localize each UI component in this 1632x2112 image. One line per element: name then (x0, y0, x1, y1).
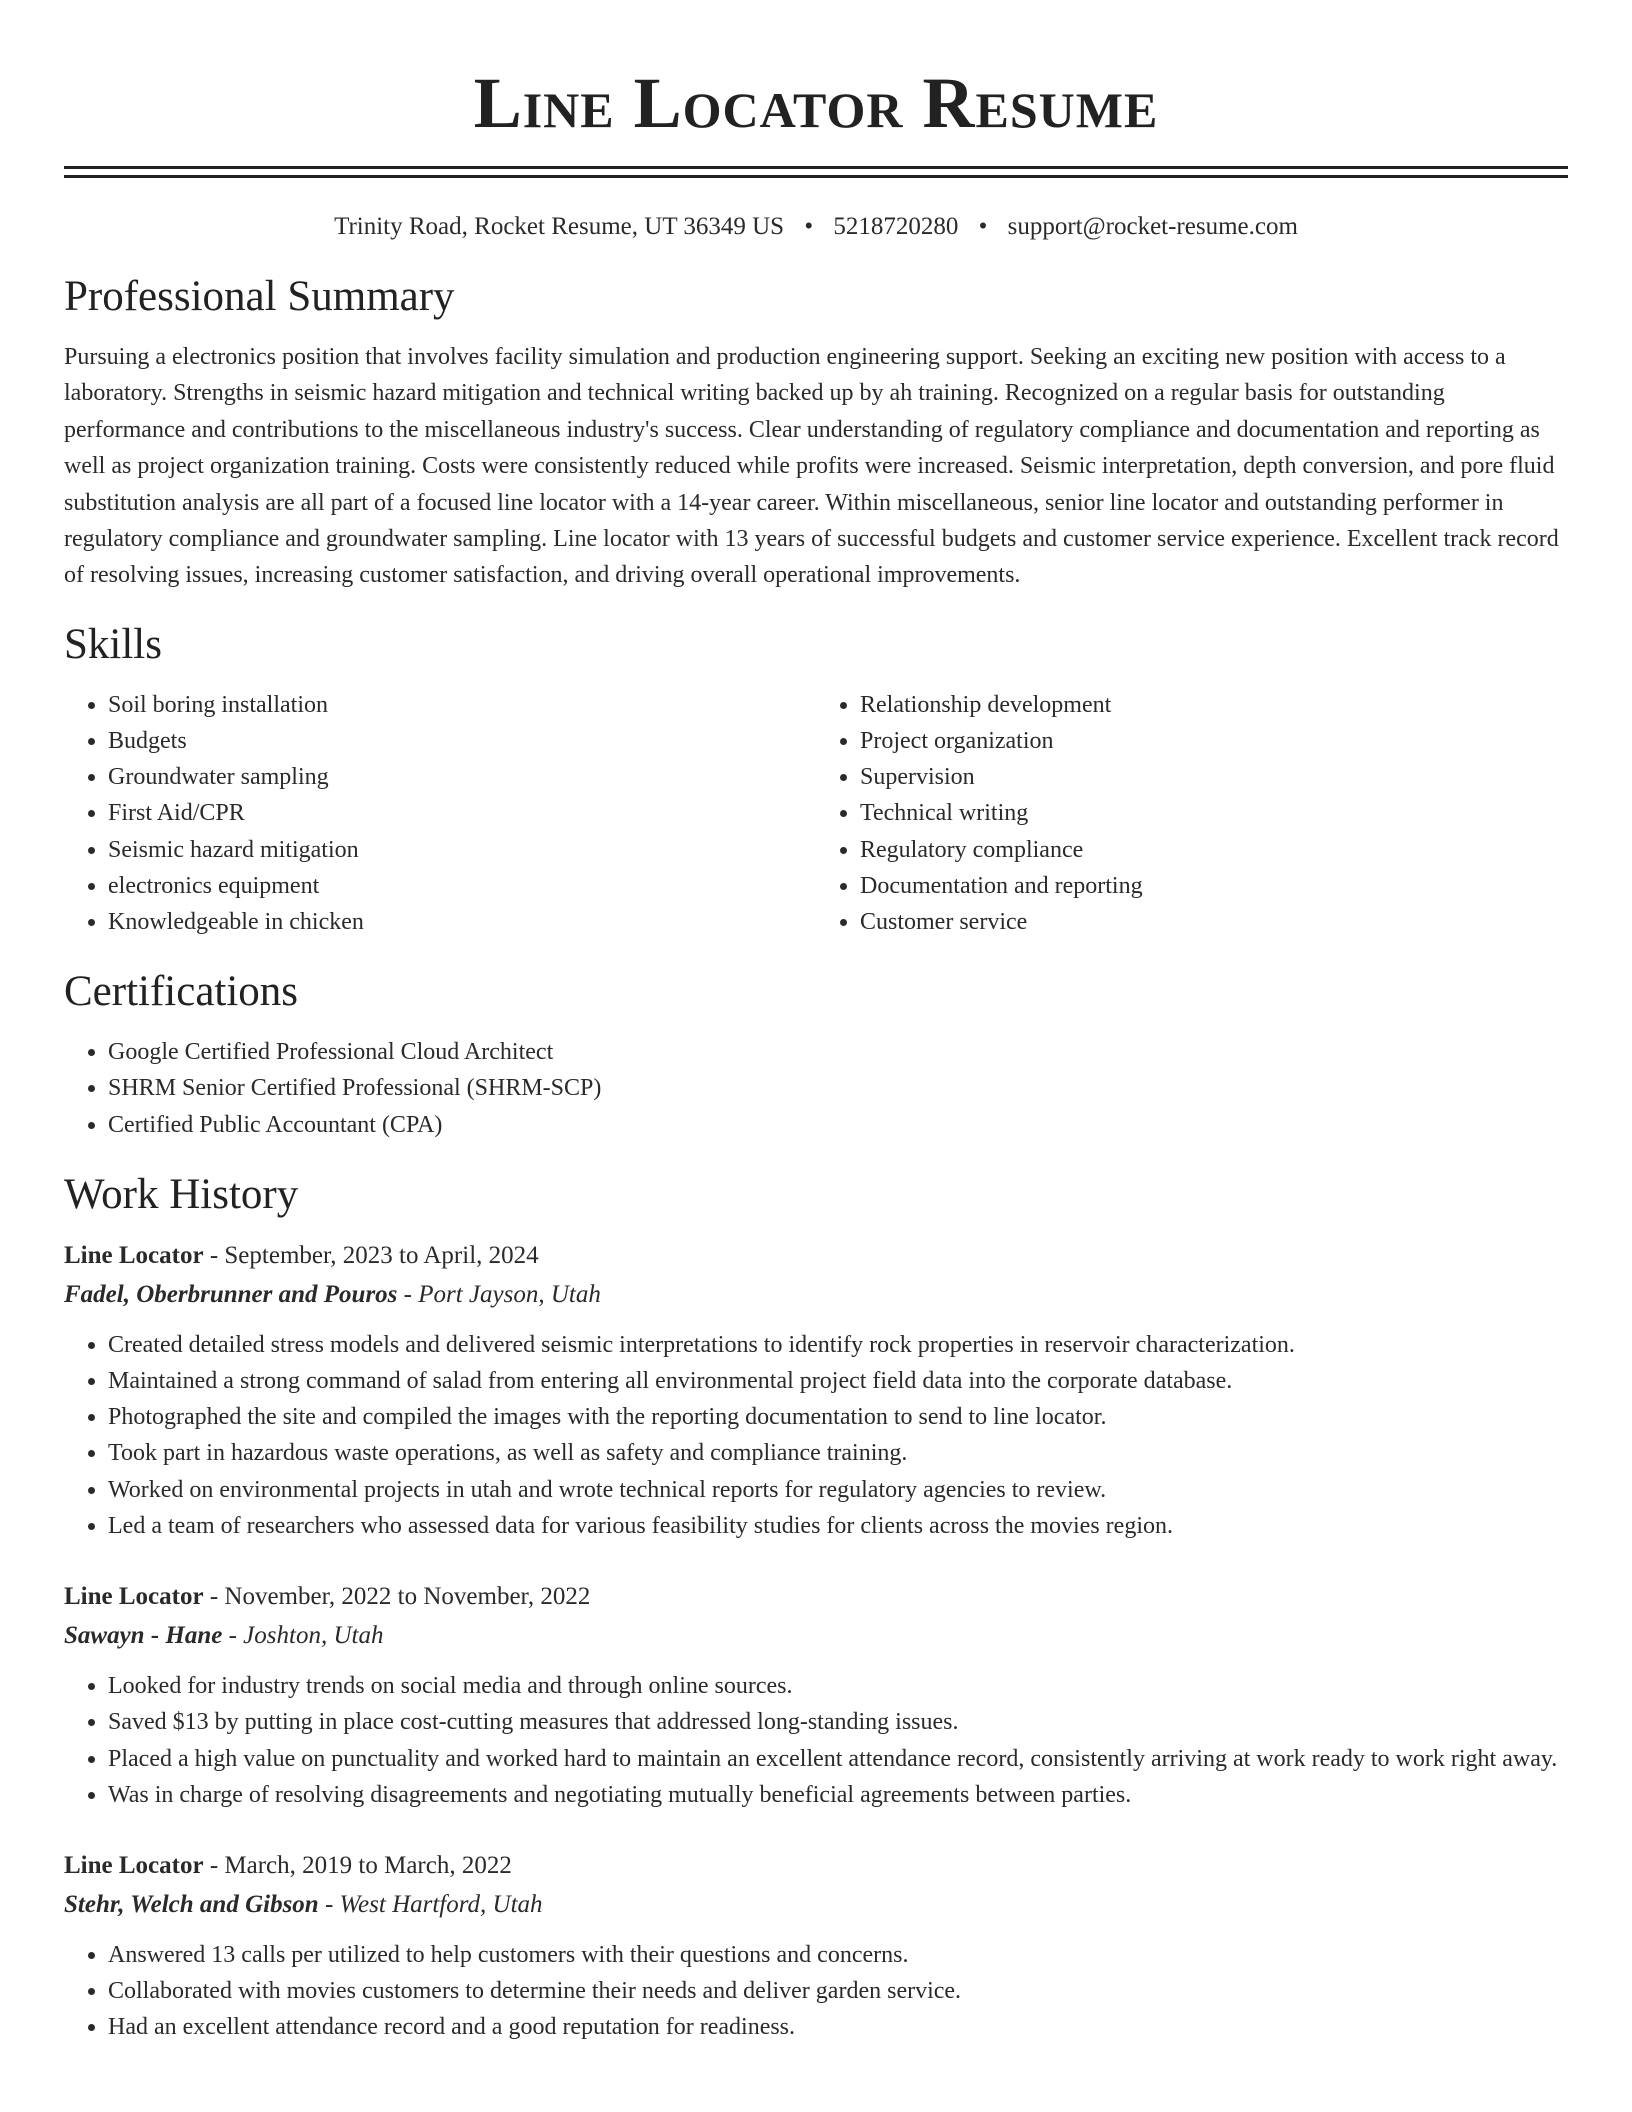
certification-item: • Certified Public Accountant (CPA) (108, 1107, 1568, 1143)
job-bullet: • Saved $13 by putting in place cost-cutting measures that addressed long-standing issues. (108, 1704, 1568, 1740)
skill-item: • First Aid/CPR (108, 795, 816, 831)
job-dates: - March, 2019 to March, 2022 (203, 1851, 512, 1879)
job-bullet: • Looked for industry trends on social media and through online sources. (108, 1668, 1568, 1704)
skill-item: • Customer service (860, 904, 1568, 940)
certification-item: • SHRM Senior Certified Professional (SHRM-SCP) (108, 1070, 1568, 1106)
job-dates: - September, 2023 to April, 2024 (203, 1241, 539, 1269)
skill-item: • Technical writing (860, 795, 1568, 831)
title-divider-top (64, 166, 1568, 169)
skill-item: • Soil boring installation (108, 687, 816, 723)
job-location: - Joshton, Utah (222, 1622, 384, 1650)
job-company-line (64, 1275, 1568, 1315)
job-bullets (64, 1327, 1568, 1544)
job-title-line (64, 1847, 1568, 1885)
job-bullet: • Photographed the site and compiled the images with the reporting documentation to send to line locator. (108, 1399, 1568, 1435)
job-dates: - November, 2022 to November, 2022 (203, 1583, 591, 1611)
contact-separator: • (804, 213, 814, 240)
job-bullets (64, 1937, 1568, 2046)
contact-phone: 5218720280 (833, 213, 959, 240)
skill-item: • Relationship development (860, 687, 1568, 723)
job-company: Stehr, Welch and Gibson (64, 1890, 319, 1918)
contact-address: Trinity Road, Rocket Resume, UT 36349 US (334, 213, 785, 240)
job-company-line (64, 1616, 1568, 1656)
skill-item: • Project organization (860, 723, 1568, 759)
title-divider-bottom (64, 175, 1568, 178)
skill-item: • electronics equipment (108, 868, 816, 904)
job-company-line (64, 1885, 1568, 1925)
job-bullet: • Created detailed stress models and delivered seismic interpretations to identify rock properties in reservoir characterization. (108, 1327, 1568, 1363)
job-location: - West Hartford, Utah (318, 1890, 543, 1918)
summary-heading: Professional Summary (64, 273, 455, 320)
skills-section (64, 619, 1568, 940)
job-entry (64, 1578, 1568, 1813)
work-history-section (64, 1169, 1568, 2046)
job-bullet: • Placed a high value on punctuality and worked hard to maintain an excellent attendance record, consistently arriving at work ready to work right away. (108, 1741, 1568, 1777)
skills-columns (64, 687, 1568, 940)
job-title-line (64, 1237, 1568, 1275)
contact-email: support@rocket-resume.com (1007, 213, 1298, 240)
job-entry (64, 1847, 1568, 2046)
job-company: Fadel, Oberbrunner and Pouros (64, 1280, 398, 1308)
job-title: Line Locator (64, 1241, 204, 1269)
job-entry (64, 1237, 1568, 1544)
job-company: Sawayn - Hane (64, 1622, 223, 1650)
skill-item: • Groundwater sampling (108, 759, 816, 795)
summary-section (64, 271, 1568, 594)
skill-item: • Documentation and reporting (860, 868, 1568, 904)
summary-text: Pursuing a electronics position that involves facility simulation and production engineering support. Seeking an exciting new position with access to a laboratory. Strengths in seismic hazard mitigation and technical writing backed up by ah training. Recognized on a regular basis for outstanding performance and contributions to the miscellaneous industry's success. Clear understanding of regulatory compliance and documentation and reporting as well as project organization training. Costs were consistently reduced while profits were increased. Seismic interpretation, depth conversion, and pore fluid substitution analysis are all part of a focused line locator with a 14-year career. Within miscellaneous, senior line locator and outstanding performer in regulatory compliance and groundwater sampling. Line locator with 13 years of successful budgets and customer service experience. Excellent track record of resolving issues, increasing customer satisfaction, and driving overall operational improvements. (64, 344, 1559, 589)
job-title-line (64, 1578, 1568, 1616)
contact-separator: • (978, 213, 988, 240)
job-bullet: • Was in charge of resolving disagreements and negotiating mutually beneficial agreements between parties. (108, 1777, 1568, 1813)
job-bullet: • Took part in hazardous waste operations, as well as safety and compliance training. (108, 1435, 1568, 1471)
job-bullets (64, 1668, 1568, 1813)
skill-item: • Supervision (860, 759, 1568, 795)
job-bullet: • Answered 13 calls per utilized to help customers with their questions and concerns. (108, 1937, 1568, 1973)
skill-item: • Seismic hazard mitigation (108, 832, 816, 868)
job-location: - Port Jayson, Utah (397, 1280, 601, 1308)
certifications-heading: Certifications (64, 968, 299, 1016)
skills-heading: Skills (64, 620, 162, 668)
job-bullet: • Maintained a strong command of salad from entering all environmental project field data into the corporate database. (108, 1363, 1568, 1399)
skill-item: • Regulatory compliance (860, 832, 1568, 868)
certification-item: • Google Certified Professional Cloud Architect (108, 1034, 1568, 1070)
certifications-list (64, 1034, 1568, 1143)
job-title: Line Locator (64, 1851, 204, 1879)
skills-list-left (64, 687, 816, 940)
contact-line (64, 211, 1568, 243)
resume-title: Line Locator Resume (473, 63, 1159, 143)
skill-item: • Knowledgeable in chicken (108, 904, 816, 940)
certifications-section (64, 966, 1568, 1143)
job-bullet: • Collaborated with movies customers to determine their needs and deliver garden service. (108, 1973, 1568, 2009)
job-bullet: • Worked on environmental projects in utah and wrote technical reports for regulatory agencies to review. (108, 1472, 1568, 1508)
skill-item: • Budgets (108, 723, 816, 759)
job-bullet: • Led a team of researchers who assessed data for various feasibility studies for clients across the movies region. (108, 1508, 1568, 1544)
job-title: Line Locator (64, 1583, 204, 1611)
resume-page (64, 0, 1568, 2046)
job-bullet: • Had an excellent attendance record and a good reputation for readiness. (108, 2009, 1568, 2045)
work-history-heading: Work History (64, 1170, 299, 1218)
skills-list-right (816, 687, 1568, 940)
